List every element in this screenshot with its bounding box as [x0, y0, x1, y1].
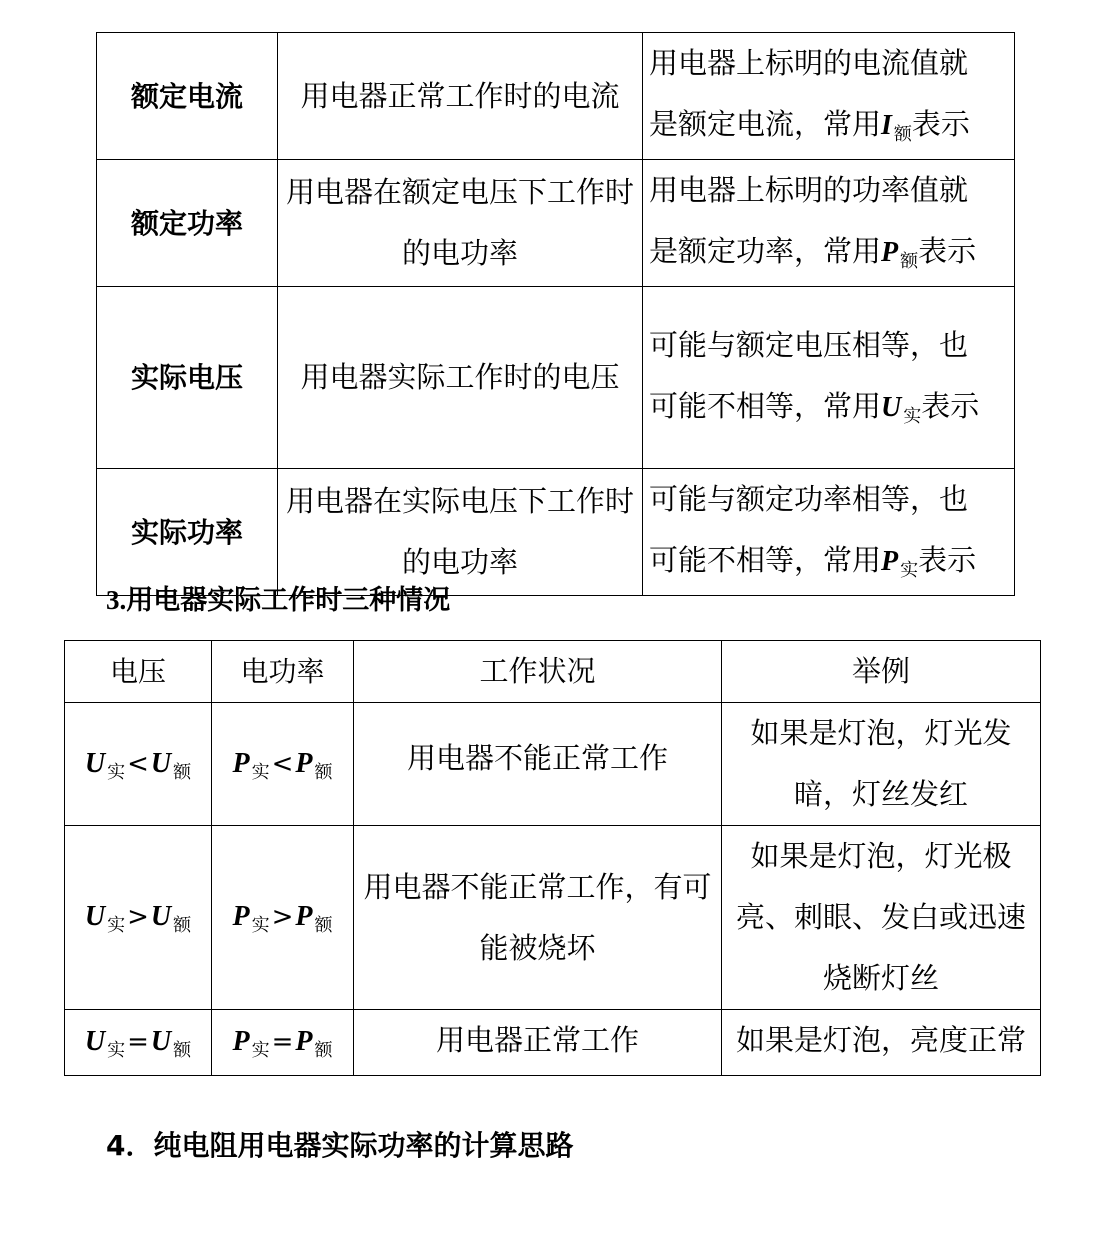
- term-cell: 实际电压: [97, 287, 278, 469]
- table-row: [97, 160, 1015, 287]
- note-cell: [643, 469, 1015, 596]
- table-row: [65, 1010, 1041, 1076]
- column-header: 电压: [65, 641, 212, 703]
- voltage-relation: U $_实$<U $_额$: [65, 703, 212, 826]
- definition-cell: 用电器在额定电压下工作时的电功率: [278, 160, 643, 287]
- symbol: P: [881, 237, 899, 268]
- working-conditions-table: [64, 640, 1041, 1076]
- term-cell: 额定功率: [97, 160, 278, 287]
- section-heading: 3.用电器实际工作时三种情况: [106, 585, 451, 616]
- power-relation: P $_实$<P $_额$: [212, 703, 354, 826]
- note-line: 用电器上标明的电流值就: [649, 46, 969, 80]
- table-row: [65, 826, 1041, 1010]
- note-line: 是额定电流，常用I $_额$表示: [649, 107, 970, 145]
- table-row: [97, 469, 1015, 596]
- note-line: 用电器上标明的功率值就: [649, 173, 969, 207]
- symbol: I: [881, 110, 892, 141]
- voltage-relation: U $_实$>U $_额$: [65, 826, 212, 1010]
- table-row: [65, 703, 1041, 826]
- status-cell: 用电器不能正常工作: [354, 703, 722, 826]
- table-row: [97, 33, 1015, 160]
- column-header: 工作状况: [354, 641, 722, 703]
- subscript: 实: [900, 560, 919, 581]
- symbol: P: [881, 546, 899, 577]
- table-header-row: [65, 641, 1041, 703]
- rated-actual-table: [96, 32, 1015, 596]
- power-relation: P $_实$>P $_额$: [212, 826, 354, 1010]
- note-line: 可能与额定电压相等，也: [649, 327, 969, 362]
- note-line: 可能与额定功率相等，也: [649, 482, 969, 516]
- note-line: 是额定功率，常用P $_额$表示: [649, 234, 977, 272]
- term-cell: 实际功率: [97, 469, 278, 596]
- subscript: 实: [903, 405, 922, 427]
- voltage-relation: U $_实$=U $_额$: [65, 1010, 212, 1076]
- example-cell: 如果是灯泡，灯光极亮、刺眼、发白或迅速烧断灯丝: [722, 826, 1041, 1010]
- subscript: 额: [900, 251, 919, 272]
- subscript: 额: [893, 124, 912, 145]
- symbol: U: [881, 391, 902, 423]
- term-cell: 额定电流: [97, 33, 278, 160]
- section-heading: 4．纯电阻用电器实际功率的计算思路: [106, 1129, 574, 1162]
- definition-cell: 用电器实际工作时的电压: [278, 287, 643, 469]
- note-cell: [643, 287, 1015, 469]
- note-cell: [643, 160, 1015, 287]
- column-header: 举例: [722, 641, 1041, 703]
- status-cell: 用电器正常工作: [354, 1010, 722, 1076]
- column-header: 电功率: [212, 641, 354, 703]
- note-line: 可能不相等，常用P $_实$表示: [649, 543, 977, 581]
- example-cell: 如果是灯泡，灯光发暗，灯丝发红: [722, 703, 1041, 826]
- definition-cell: 用电器在实际电压下工作时的电功率: [278, 469, 643, 596]
- example-cell: 如果是灯泡，亮度正常: [722, 1010, 1041, 1076]
- definition-cell: 用电器正常工作时的电流: [278, 33, 643, 160]
- status-cell: 用电器不能正常工作，有可能被烧坏: [354, 826, 722, 1010]
- note-cell: [643, 33, 1015, 160]
- table-row: [97, 287, 1015, 469]
- power-relation: P $_实$=P $_额$: [212, 1010, 354, 1076]
- note-line: 可能不相等，常用U $_实$表示: [649, 388, 980, 427]
